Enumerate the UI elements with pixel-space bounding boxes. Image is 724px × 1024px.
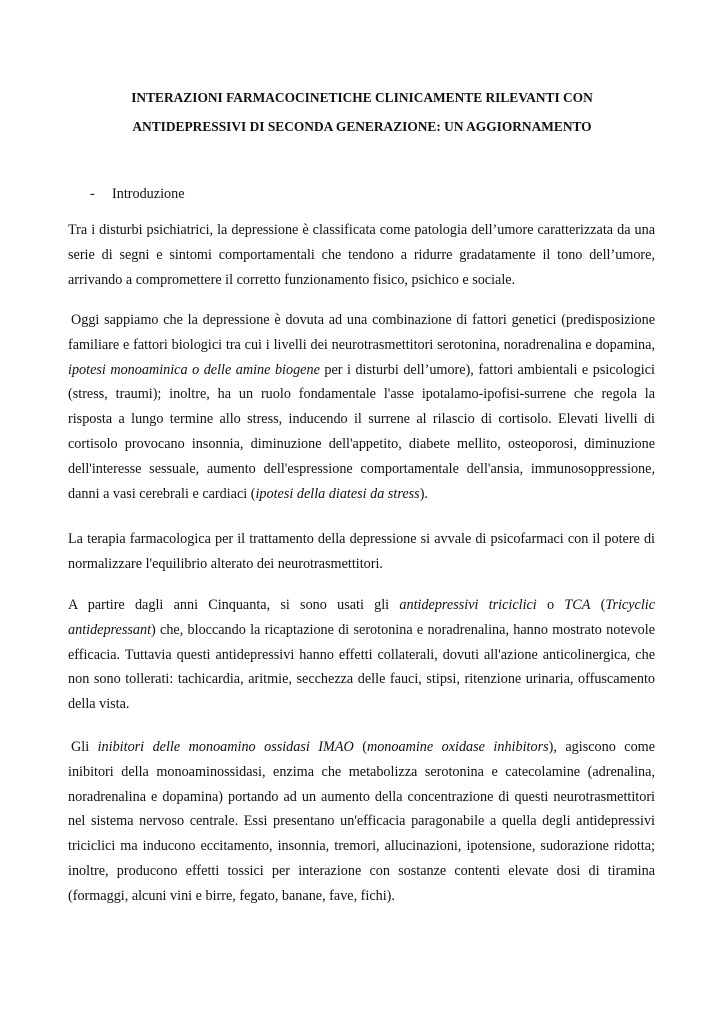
paragraph-5-text-c: ), agiscono come inibitori della monoaminossidasi, enzima che metabolizza serotonina e catecolamine (adrenalina, noradrenalina e dopamina) portando ad un aumento della concentrazione di questi neurotrasmettitori nel sistema nervoso centrale. Essi presentano un'efficacia paragonabile a quella degli antidepressivi triciclici ma inducono eccitamento, insonnia, tremori, allucinazioni, ipotensione, sudorazione ridotta; inoltre, producono effetti tossici per interazione con sostanze contenti elevate dosi di tiramina (formaggi, alcuni vini e birre, fegato, banane, fave, fichi). — [68, 739, 655, 904]
paragraph-4-italic-a: antidepressivi triciclici — [399, 597, 537, 613]
paragraph-5-text-b: ( — [353, 739, 367, 755]
paragraph-4-text-c: ( — [590, 597, 606, 613]
paragraph-5-italic-a: inibitori delle monoamino ossidasi IMAO — [97, 739, 354, 755]
document-title-line-1: INTERAZIONI FARMACOCINETICHE CLINICAMENTE RILEVANTI CON — [131, 90, 593, 105]
paragraph-4-text-d: ) che, bloccando la ricaptazione di serotonina e noradrenalina, hanno mostrato notevole efficacia. Tuttavia questi antidepressivi hanno effetti collaterali, dovuti all'azione anticolinergica, che non sono tollerati: tachicardia, aritmie, secchezza delle fauci, stipsi, ritenzione urinaria, offuscamento della vista. — [68, 621, 655, 713]
paragraph-5 — [68, 735, 655, 909]
paragraph-2-italic-a: ipotesi monoaminica o delle amine biogene — [68, 361, 320, 378]
paragraph-2-text-a: Oggi sappiamo che la depressione è dovuta ad una combinazione di fattori genetici (predisposizione familiare e fattori biologici tra cui i livelli dei neurotrasmettitori serotonina, noradrenalina e dopamina, — [68, 312, 655, 353]
paragraph-5-text-a: Gli — [71, 739, 98, 755]
paragraph-5-italic-b: monoamine oxidase inhibitors — [366, 739, 549, 755]
section-heading-text: Introduzione — [112, 186, 185, 202]
section-heading — [90, 182, 185, 206]
paragraph-4-italic-c: Tricyclic antidepressant — [68, 597, 656, 638]
paragraph-4 — [68, 593, 655, 717]
paragraph-2-text-b: per i disturbi dell’umore), fattori ambientali e psicologici (stress, traumi); inoltre, ha un ruolo fondamentale l'asse ipotalamo-ipofisi-surrene che regola la risposta a lungo termine allo stress, inducendo il surrene al rilascio di cortisolo. Elevati livelli di cortisolo provocano insonnia, diminuzione dell'appetito, diabete mellito, osteoporosi, diminuzione dell'interesse sessuale, aumento dell'espressione comportamentale dell'ansia, immunosoppressione, danni a vasi cerebrali e cardiaci ( — [68, 361, 655, 502]
document-title-line-2: ANTIDEPRESSIVI DI SECONDA GENERAZIONE: UN AGGIORNAMENTO — [132, 119, 592, 134]
paragraph-1: Tra i disturbi psichiatrici, la depressione è classificata come patologia dell’umore caratterizzata da una serie di segni e sintomi comportamentali che tendono a ridurre gradatamente il tono dell’umore, arrivando a compromettere il corretto funzionamento fisico, psichico e sociale. — [68, 222, 655, 288]
paragraph-2-italic-b: ipotesi della diatesi da stress — [255, 485, 420, 502]
paragraph-4-text-b: o — [536, 597, 565, 613]
paragraph-3: La terapia farmacologica per il trattamento della depressione si avvale di psicofarmaci con il potere di normalizzare l'equilibrio alterato dei neurotrasmettitori. — [68, 531, 655, 572]
paragraph-2-text-c: ). — [419, 485, 428, 502]
paragraph-4-italic-b: TCA — [564, 597, 591, 613]
paragraph-4-text-a: A partire dagli anni Cinquanta, si sono usati gli — [68, 597, 400, 613]
list-dash: - — [90, 186, 95, 202]
paragraph-2 — [68, 308, 655, 506]
